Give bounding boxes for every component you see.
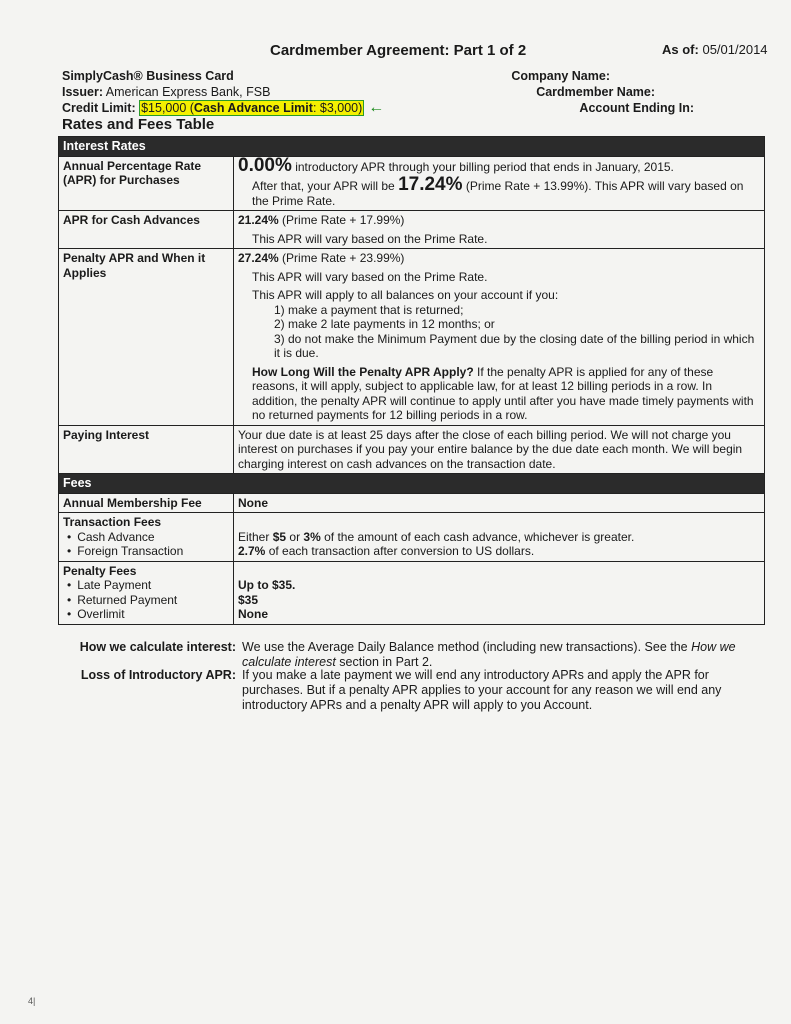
product-name: SimplyCash® Business Card (62, 69, 234, 83)
account-info (430, 68, 730, 116)
list-item: • Cash Advance (63, 530, 229, 545)
list-item: • Overlimit (63, 607, 229, 622)
credit-limit-highlight: $15,000 (Cash Advance Limit: $3,000) (141, 101, 363, 115)
list-item: 3) do not make the Minimum Payment due by the closing date of the billing period in which it is due. (274, 331, 755, 360)
table-row (59, 156, 765, 211)
cash-apr-value: 21.24% (Prime Rate + 17.99%) This APR will vary based on the Prime Rate. (234, 211, 765, 249)
table-row (59, 211, 765, 249)
penalty-fees-label: Penalty Fees • Late Payment • Returned Payment • Overlimit (59, 561, 234, 624)
table-row (59, 493, 765, 513)
table-row (59, 249, 765, 426)
issuer-name: American Express Bank, FSB (105, 85, 271, 99)
table-row (59, 561, 765, 624)
list-item: • Returned Payment (63, 593, 229, 608)
table-row (59, 513, 765, 562)
rates-fees-title: Rates and Fees Table (62, 116, 215, 133)
calc-interest-note: How we calculate interest: We use the Average Daily Balance method (including new transactions). See the How we calculate interest section in Part 2. (79, 640, 736, 669)
section-header-interest: Interest Rates (59, 137, 765, 157)
list-item: 1) make a payment that is returned; (274, 302, 464, 317)
list-item: 2) make 2 late payments in 12 months; or (274, 317, 495, 331)
account-ending-label: Account Ending In: (579, 101, 694, 115)
title-row (0, 42, 791, 62)
loss-intro-apr-note: Loss of Introductory APR: If you make a late payment we will end any introductory APRs and apply the APR for purchases. But if a penalty APR applies to your account for any reason we will end any introductory APRs and a penalty APR will apply to you Account. (80, 668, 722, 712)
purchase-apr-value: 0.00% introductory APR through your billing period that ends in January, 2015. After that, your APR will be 17.24% (Prime Rate + 13.99%). This APR will vary based on the Prime Rate. (234, 156, 765, 211)
rates-fees-table (58, 136, 765, 625)
paying-interest-value: Your due date is at least 25 days after the close of each billing period. We will not charge you interest on purchases if you pay your entire balance by the due date each month. We will begin charging interest on cash advances on the transaction date. (234, 425, 765, 474)
footer-mark: 4| (28, 996, 36, 1006)
cash-apr-label: APR for Cash Advances (59, 211, 234, 249)
list-item: • Foreign Transaction (63, 544, 229, 559)
card-info: SimplyCash® Business Card Issuer: American Express Bank, FSB Credit Limit: $15,000 (Cash Advance Limit: $3,000) ← (62, 68, 422, 116)
paying-interest-label: Paying Interest (59, 425, 234, 474)
penalty-apr-value: 27.24% (Prime Rate + 23.99%) This APR will vary based on the Prime Rate. This APR will apply to all balances on your account if you: 1) make a payment that is returned; 2) make 2 late payments in 12 months; or 3) do not make the Minimum Payment due by the closing date of the billing period in which it is due. How Long Will the Penalty APR Apply? If the penalty APR is applied for any of these reasons, it will apply, subject to applicable law, for at least 12 billing periods in a row. In addition, the penalty APR will continue to apply until after you have made timely payments with no returned payments for 12 billing periods in a row. (234, 249, 765, 426)
credit-limit-line: Credit Limit: $15,000 (Cash Advance Limit: $3,000) ← (62, 99, 385, 116)
purchase-apr-label: Annual Percentage Rate (APR) for Purchases (59, 156, 234, 211)
membership-fee-value: None (234, 493, 765, 513)
cardmember-name-label: Cardmember Name: (536, 85, 655, 99)
penalty-fees-value: Up to $35. $35 None (234, 561, 765, 624)
transaction-fees-value: Either $5 or 3% of the amount of each cash advance, whichever is greater. 2.7% of each transaction after conversion to US dollars. (234, 513, 765, 562)
as-of-date: As of: 05/01/2014 (662, 42, 768, 57)
company-name-label: Company Name: (511, 69, 610, 83)
section-header-fees: Fees (59, 474, 765, 494)
penalty-apr-label: Penalty APR and When it Applies (59, 249, 234, 426)
list-item: • Late Payment (63, 578, 229, 593)
arrow-left-icon: ← (368, 99, 385, 116)
transaction-fees-label: Transaction Fees • Cash Advance • Foreign Transaction (59, 513, 234, 562)
table-row (59, 425, 765, 474)
membership-fee-label: Annual Membership Fee (59, 493, 234, 513)
page-title: Cardmember Agreement: Part 1 of 2 (270, 42, 527, 59)
